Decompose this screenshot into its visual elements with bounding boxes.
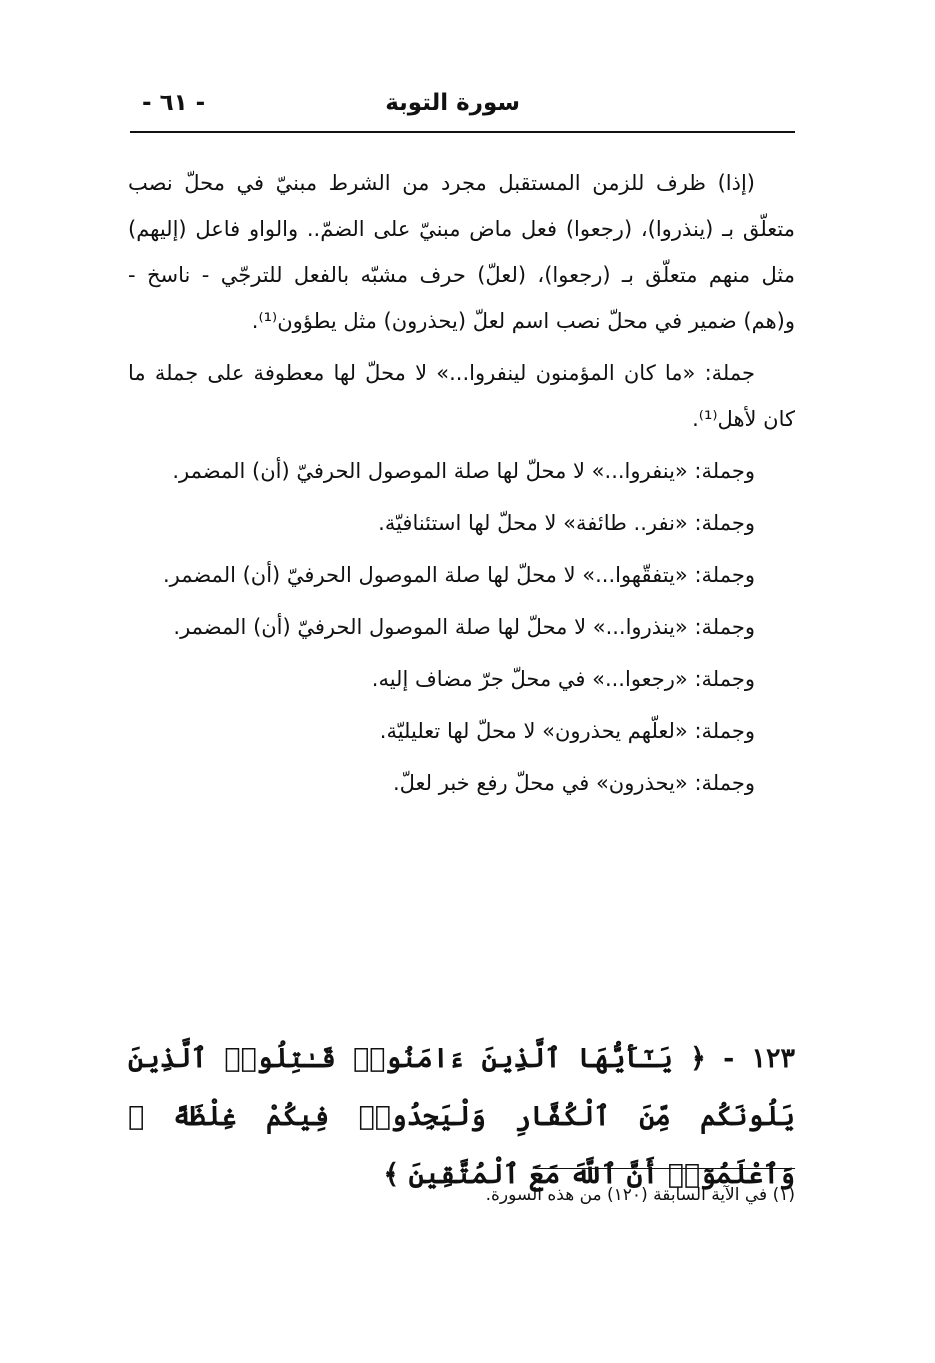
page-number: - ٦١ - — [142, 90, 206, 116]
sentence-analysis: وجملة: «نفر.. طائفة» لا محلّ لها استئنافيّة. — [378, 511, 755, 535]
sentence-analysis: وجملة: «رجعوا...» في محلّ جرّ مضاف إليه. — [371, 667, 755, 691]
page-header — [130, 80, 795, 130]
sentence-analysis: وجملة: «لعلّهم يحذرون» لا محلّ لها تعليليّة. — [379, 719, 755, 743]
analysis-paragraph: جملة: «ما كان المؤمنون لينفروا...» لا محلّ لها معطوفة على جملة ما كان لأهل⁽¹⁾. — [128, 361, 795, 431]
quran-verse — [128, 1030, 795, 1204]
surah-title: سورة التوبة — [385, 90, 520, 116]
sentence-analysis: وجملة: «يتفقّهوا...» لا محلّ لها صلة الموصول الحرفيّ (أن) المضمر. — [162, 563, 755, 587]
grammar-analysis — [128, 160, 795, 812]
header-divider — [130, 131, 795, 133]
footnote-divider — [535, 1168, 795, 1169]
sentence-analysis: وجملة: «ينفروا...» لا محلّ لها صلة الموصول الحرفيّ (أن) المضمر. — [172, 459, 755, 483]
analysis-paragraph: (إذا) ظرف للزمن المستقبل مجرد من الشرط مبنيّ في محلّ نصب متعلّق بـ (ينذروا)، (رجعوا) فعل ماض مبنيّ على الضمّ.. والواو فاعل (إليهم) مثل منهم متعلّق بـ (رجعوا)، (لعلّ) حرف مشبّه بالفعل للترجّي - ناسخ - و(هم) ضمير في محلّ نصب اسم لعلّ (يحذرون) مثل يطؤون⁽¹⁾. — [128, 171, 795, 333]
sentence-analysis: وجملة: «ينذروا...» لا محلّ لها صلة الموصول الحرفيّ (أن) المضمر. — [173, 615, 755, 639]
verse-text: ﴿ يَـٰٓأَيُّهَا ٱلَّذِينَ ءَامَنُوا۟ قَـٰتِلُوا۟ ٱلَّذِينَ يَلُونَكُم مِّنَ ٱلْكُفَّارِ وَلْيَجِدُوا۟ فِيكُمْ غِلْظَةً ۚ وَٱعْلَمُوٓا۟ أَنَّ ٱللَّهَ مَعَ ٱلْمُتَّقِينَ ﴾ — [128, 1043, 795, 1190]
footnote: (١) في الآية السابقة (١٢٠) من هذه السورة. — [485, 1185, 795, 1205]
verse-number: ١٢٣ - — [723, 1043, 795, 1074]
sentence-analysis: وجملة: «يحذرون» في محلّ رفع خبر لعلّ. — [392, 771, 755, 795]
